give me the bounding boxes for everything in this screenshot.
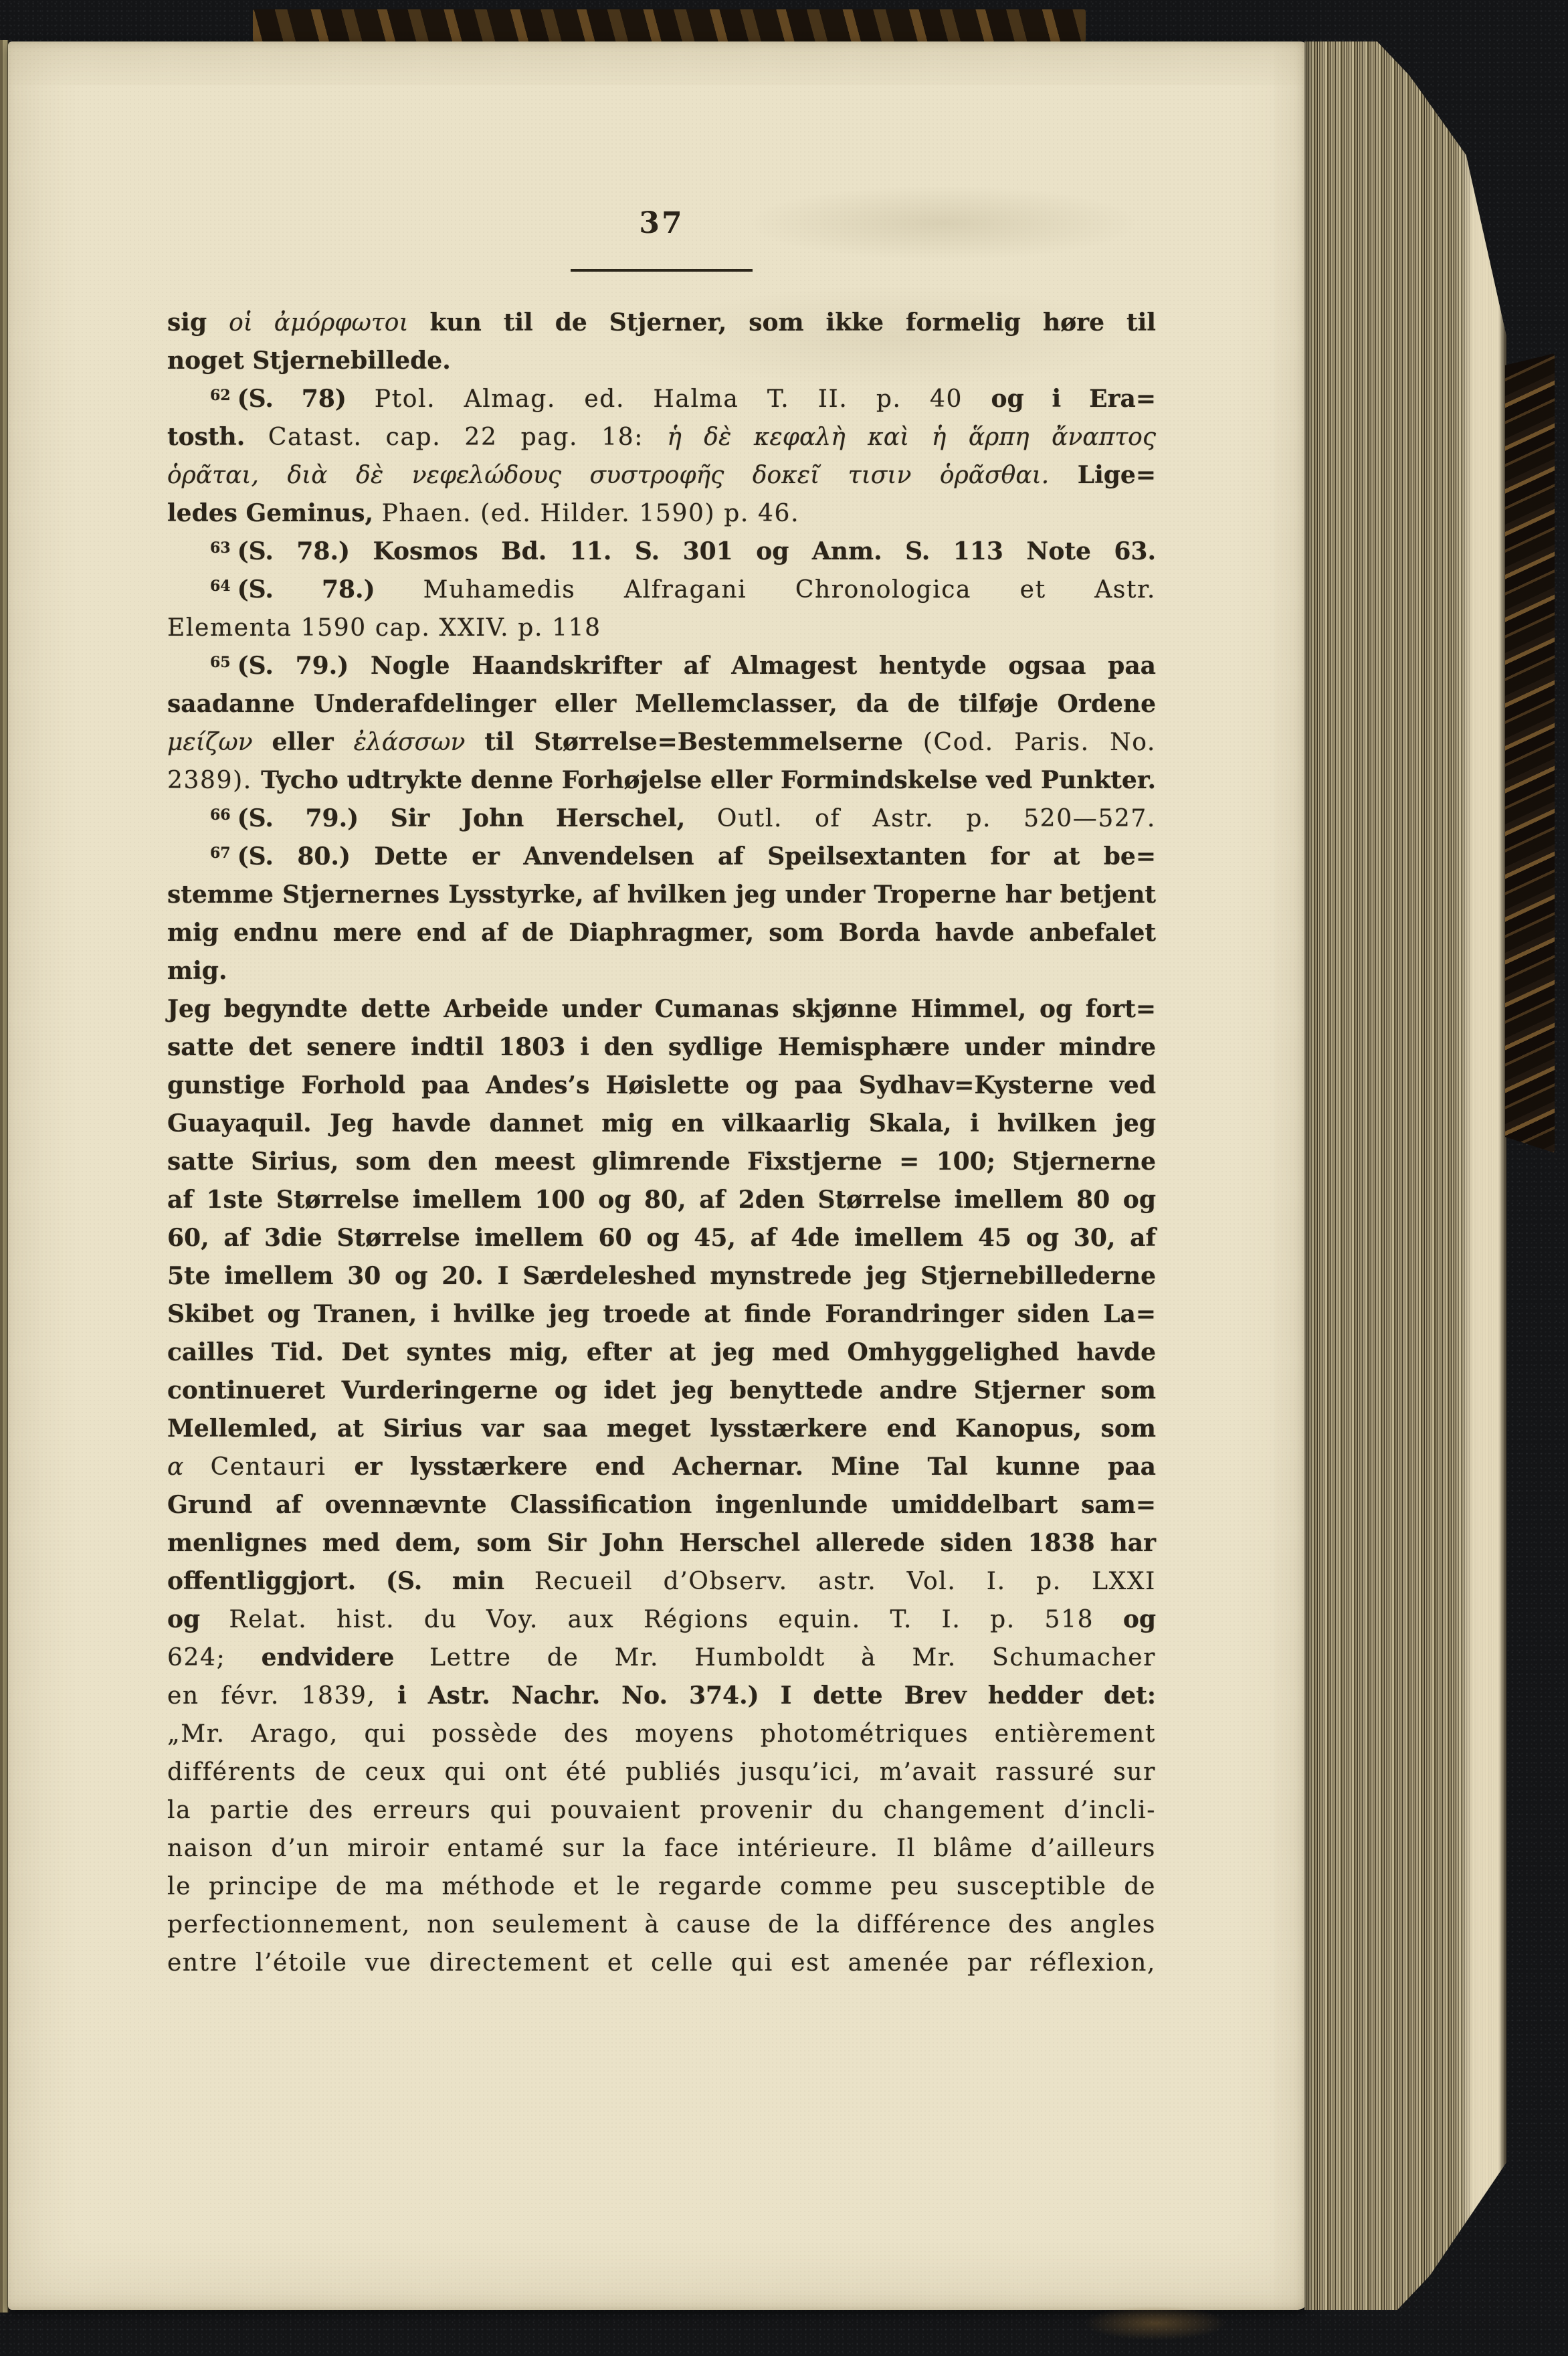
fore-edge-page-stack bbox=[1304, 41, 1506, 2310]
text-segment: (S. 80.) Dette er Anvendelsen af Speilsextanten for at be= bbox=[237, 842, 1156, 871]
cover-marbled-trim-right bbox=[1505, 353, 1555, 1153]
text-segment: le principe de ma méthode et le regarde comme peu susceptible de bbox=[167, 1873, 1156, 1900]
text-line bbox=[167, 1219, 1156, 1257]
text-segment: ἡ δὲ κεφαλὴ καὶ ἡ ἅρπη ἄναπτος bbox=[667, 424, 1156, 451]
text-segment: satte Sirius, som den meest glimrende Fixstjerne = 100; Stjernerne bbox=[167, 1148, 1156, 1176]
text-segment: Mellemled, at Sirius var saa meget lysstærkere end Kanopus, som bbox=[167, 1415, 1156, 1443]
text-line bbox=[167, 838, 1156, 876]
text-segment: i Astr. Nachr. No. 374.) I dette Brev hedder det: bbox=[397, 1682, 1156, 1710]
text-segment: offentliggjort. (S. min bbox=[167, 1567, 534, 1595]
footnote-number: 64 bbox=[210, 577, 231, 595]
text-line bbox=[167, 685, 1156, 723]
text-segment: Guayaquil. Jeg havde dannet mig en vilkaarlig Skala, i hvilken jeg bbox=[167, 1109, 1156, 1138]
footnote-number: 63 bbox=[210, 539, 231, 557]
text-segment: Lige= bbox=[1077, 461, 1156, 489]
text-segment: Tycho udtrykte denne Forhøjelse eller Formindskelse ved Punkter. bbox=[261, 766, 1157, 794]
text-segment: menlignes med dem, som Sir John Herschel allerede siden 1838 har bbox=[167, 1529, 1156, 1557]
text-line bbox=[167, 380, 1156, 418]
text-segment: 60, af 3die Størrelse imellem 60 og 45, af 4de imellem 45 og 30, af bbox=[167, 1224, 1156, 1252]
text-segment: gunstige Forhold paa Andes’s Høislette og paa Sydhav=Kysterne ved bbox=[167, 1071, 1156, 1099]
text-segment: continueret Vurderingerne og idet jeg benyttede andre Stjerner som bbox=[167, 1376, 1156, 1404]
text-line bbox=[167, 304, 1156, 342]
text-segment: eller bbox=[272, 728, 354, 756]
page-number: 37 bbox=[639, 206, 684, 240]
text-line bbox=[167, 1372, 1156, 1410]
text-segment: og i Era= bbox=[991, 385, 1156, 413]
text-line bbox=[167, 1753, 1156, 1791]
text-segment: Relat. hist. du Voy. aux Régions equin. T. I. p. 518 bbox=[229, 1606, 1123, 1633]
text-segment: ὁρᾶται, διὰ δὲ νεφελώδους συστροφῆς δοκεῖ τισιν ὁρᾶσθαι. bbox=[167, 462, 1078, 489]
text-segment: ἐλάσσων bbox=[353, 729, 485, 756]
text-line bbox=[167, 1868, 1156, 1906]
page-text bbox=[167, 304, 1156, 1982]
text-segment: saadanne Underafdelinger eller Mellemclasser, da de tilføje Ordene bbox=[167, 690, 1156, 718]
text-line bbox=[167, 418, 1156, 456]
text-segment: Phaen. (ed. Hilder. 1590) p. 46. bbox=[381, 500, 800, 527]
text-segment: sig bbox=[167, 308, 229, 337]
text-line bbox=[167, 1944, 1156, 1982]
text-segment: Outl. of Astr. p. 520—527. bbox=[716, 805, 1156, 832]
text-line bbox=[167, 1028, 1156, 1067]
header-rule bbox=[571, 269, 753, 272]
text-line bbox=[167, 1829, 1156, 1868]
footnote-number: 62 bbox=[210, 387, 231, 404]
text-line bbox=[167, 1105, 1156, 1143]
text-line bbox=[167, 1791, 1156, 1829]
text-segment: (S. 78.) bbox=[237, 575, 423, 604]
footnote-number: 67 bbox=[210, 844, 231, 862]
text-line bbox=[167, 1601, 1156, 1639]
text-line bbox=[167, 1562, 1156, 1601]
text-line bbox=[167, 456, 1156, 494]
text-line bbox=[167, 723, 1156, 761]
text-segment: entre l’étoile vue directement et celle qui est amenée par réflexion, bbox=[167, 1949, 1156, 1977]
text-segment: af 1ste Størrelse imellem 100 og 80, af 2den Størrelse imellem 80 og bbox=[167, 1186, 1156, 1214]
text-line bbox=[167, 647, 1156, 685]
text-segment: tosth. bbox=[167, 423, 268, 451]
text-segment: (S. 78.) Kosmos Bd. 11. S. 301 og Anm. S. 113 Note 63. bbox=[237, 537, 1156, 565]
text-segment: stemme Stjernernes Lysstyrke, af hvilken jeg under Troperne har betjent bbox=[167, 881, 1156, 909]
text-line bbox=[167, 1715, 1156, 1753]
text-line bbox=[167, 1906, 1156, 1944]
text-segment: mig endnu mere end af de Diaphragmer, som Borda havde anbefalet mig. bbox=[167, 919, 1156, 985]
text-segment: 5te imellem 30 og 20. I Særdeleshed mynstrede jeg Stjernebillederne bbox=[167, 1262, 1156, 1290]
text-line bbox=[167, 1257, 1156, 1295]
cover-scuff-mark bbox=[1084, 2306, 1228, 2341]
text-line bbox=[167, 1295, 1156, 1334]
text-segment: Catast. cap. 22 pag. 18: bbox=[268, 424, 668, 451]
text-line bbox=[167, 914, 1156, 990]
text-segment: différents de ceux qui ont été publiés jusqu’ici, m’avait rassuré sur bbox=[167, 1758, 1156, 1786]
text-line bbox=[167, 1067, 1156, 1105]
text-line bbox=[167, 533, 1156, 571]
text-segment: en févr. 1839, bbox=[167, 1682, 398, 1710]
text-line bbox=[167, 876, 1156, 914]
text-line bbox=[167, 494, 1156, 533]
text-segment: og bbox=[167, 1605, 229, 1633]
text-segment: οἱ ἀμόρφωτοι bbox=[229, 309, 430, 337]
text-segment: noget Stjernebillede. bbox=[167, 347, 451, 375]
text-line bbox=[167, 1448, 1156, 1486]
text-line bbox=[167, 1143, 1156, 1181]
text-segment: la partie des erreurs qui pouvaient provenir du changement d’incli- bbox=[167, 1797, 1156, 1824]
book-page bbox=[8, 41, 1307, 2310]
text-segment: satte det senere indtil 1803 i den sydlige Hemisphære under mindre bbox=[167, 1033, 1156, 1061]
text-segment: 624; bbox=[167, 1644, 262, 1671]
text-line bbox=[167, 609, 1156, 647]
text-segment: (S. 79.) Nogle Haandskrifter af Almagest hentyde ogsaa paa bbox=[237, 652, 1156, 680]
text-line bbox=[167, 1677, 1156, 1715]
text-line bbox=[167, 1410, 1156, 1448]
text-segment: cailles Tid. Det syntes mig, efter at jeg med Omhyggelighed havde bbox=[167, 1338, 1156, 1366]
text-segment: Muhamedis Alfragani Chronologica et Astr. bbox=[423, 576, 1156, 604]
text-line bbox=[167, 571, 1156, 609]
footnote-number: 66 bbox=[210, 806, 231, 824]
text-line bbox=[167, 1181, 1156, 1219]
text-segment: er lysstærkere end Achernar. Mine Tal kunne paa bbox=[354, 1453, 1156, 1481]
text-line bbox=[167, 1524, 1156, 1562]
text-segment: Skibet og Tranen, i hvilke jeg troede at finde Forandringer siden La= bbox=[167, 1300, 1156, 1328]
text-segment: μείζων bbox=[167, 729, 272, 756]
text-segment: α bbox=[167, 1453, 211, 1481]
text-segment: (Cod. Paris. No. bbox=[922, 729, 1156, 756]
text-segment: endvidere bbox=[261, 1643, 430, 1671]
text-segment: Jeg begyndte dette Arbeide under Cumanas skjønne Himmel, og fort= bbox=[167, 995, 1156, 1023]
text-segment: Recueil d’Observ. astr. Vol. I. p. LXXI bbox=[534, 1568, 1156, 1595]
text-segment: (S. 79.) Sir John Herschel, bbox=[237, 804, 717, 832]
text-segment: ledes Geminus, bbox=[167, 499, 382, 527]
text-segment: naison d’un miroir entamé sur la face intérieure. Il blâme d’ailleurs bbox=[167, 1835, 1156, 1862]
cover-leather-trim-top bbox=[253, 9, 1086, 41]
text-segment: 2389). bbox=[167, 767, 262, 794]
text-segment: til Størrelse=Bestemmelserne bbox=[484, 728, 923, 756]
text-segment: Ptol. Almag. ed. Halma T. II. p. 40 bbox=[374, 385, 991, 413]
text-segment: Lettre de Mr. Humboldt à Mr. Schumacher bbox=[429, 1644, 1157, 1671]
text-line bbox=[167, 800, 1156, 838]
text-line bbox=[167, 761, 1156, 800]
text-line bbox=[167, 1639, 1156, 1677]
text-segment: Elementa 1590 cap. XXIV. p. 118 bbox=[167, 614, 601, 642]
text-segment: perfectionnement, non seulement à cause de la différence des angles bbox=[167, 1911, 1156, 1938]
text-segment: og bbox=[1122, 1605, 1156, 1633]
text-segment: kun til de Stjerner, som ikke formelig høre til bbox=[429, 308, 1156, 337]
text-segment: Centauri bbox=[210, 1453, 355, 1481]
text-line bbox=[167, 990, 1156, 1028]
text-segment: (S. 78) bbox=[237, 385, 375, 413]
text-segment: „Mr. Arago, qui possède des moyens photométriques entièrement bbox=[167, 1720, 1156, 1748]
text-line bbox=[167, 342, 1156, 380]
footnote-number: 65 bbox=[210, 654, 231, 671]
text-segment: Grund af ovennævnte Classification ingenlunde umiddelbart sam= bbox=[167, 1491, 1156, 1519]
text-line bbox=[167, 1486, 1156, 1524]
text-line bbox=[167, 1334, 1156, 1372]
